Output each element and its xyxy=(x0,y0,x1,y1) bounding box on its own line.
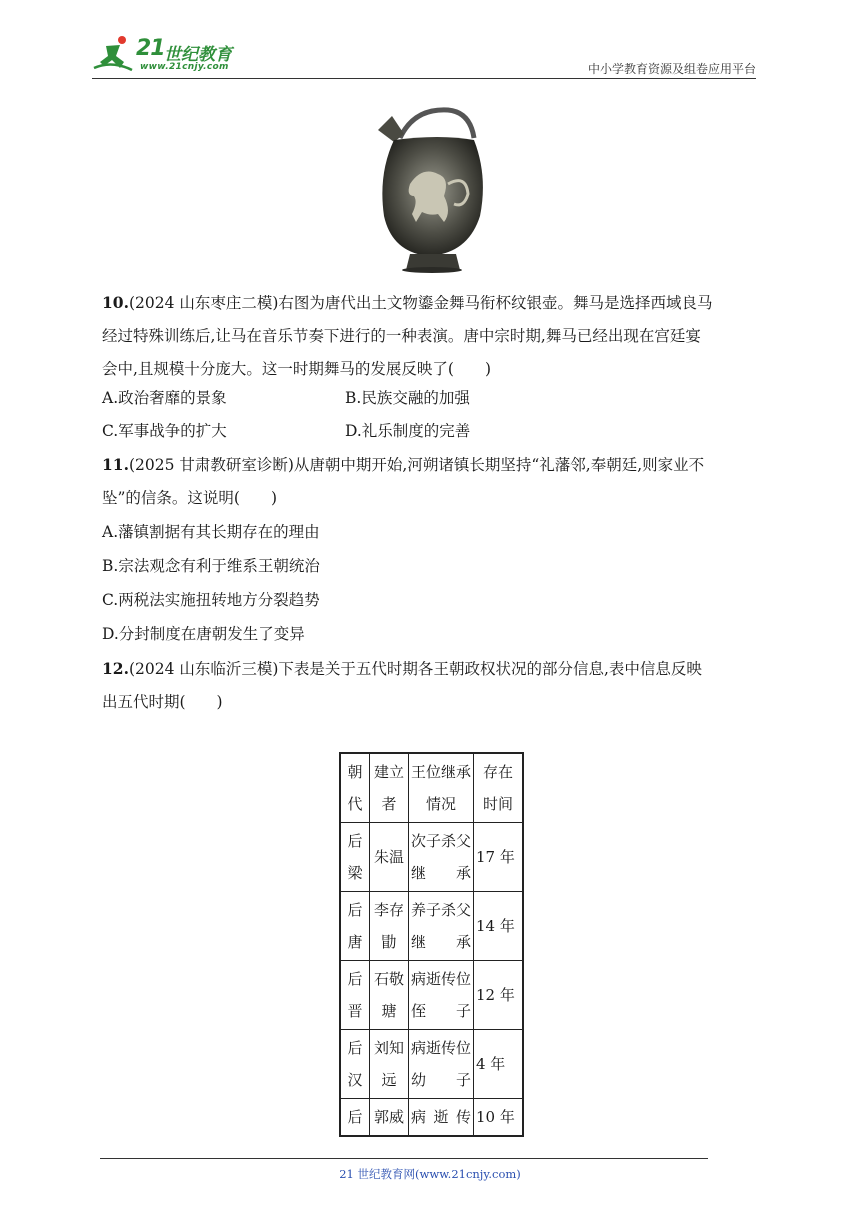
runner-icon xyxy=(92,34,138,74)
table-header-cell: 朝代 xyxy=(340,753,370,823)
question-12-line-1: 12.(2024 山东临沂三模)下表是关于五代时期各王朝政权状况的部分信息,表中信息反映 xyxy=(102,659,702,678)
table-cell: 养子杀父继承 xyxy=(409,892,474,961)
table-cell: 后唐 xyxy=(340,892,370,961)
q10-option-a[interactable]: A.政治奢靡的景象 xyxy=(102,389,227,407)
table-cell: 后梁 xyxy=(340,823,370,892)
table-row xyxy=(340,823,523,892)
table-row xyxy=(340,961,523,1030)
q11-option-a[interactable]: A.藩镇割据有其长期存在的理由 xyxy=(102,523,320,541)
table-row xyxy=(340,1030,523,1099)
question-11 xyxy=(102,448,756,515)
q10-option-b[interactable]: B.民族交融的加强 xyxy=(345,389,470,407)
question-11-number: 11. xyxy=(102,455,129,474)
table-header-row xyxy=(340,753,523,823)
question-10-number: 10. xyxy=(102,293,129,312)
table-cell: 4 年 xyxy=(474,1030,524,1099)
header-divider xyxy=(92,78,756,79)
table-row xyxy=(340,1099,523,1137)
table-cell: 病逝传位侄子 xyxy=(409,961,474,1030)
table-cell: 后汉 xyxy=(340,1030,370,1099)
table-cell: 朱温 xyxy=(370,823,409,892)
table-cell: 后 xyxy=(340,1099,370,1137)
table-header-cell: 存在时间 xyxy=(474,753,524,823)
page-header xyxy=(92,34,756,78)
question-10 xyxy=(102,286,756,386)
table-cell: 17 年 xyxy=(474,823,524,892)
table-cell: 刘知远 xyxy=(370,1030,409,1099)
table-cell: 次子杀父继承 xyxy=(409,823,474,892)
q11-option-b[interactable]: B.宗法观念有利于维系王朝统治 xyxy=(102,557,320,575)
table-cell: 石敬瑭 xyxy=(370,961,409,1030)
table-row xyxy=(340,892,523,961)
question-12-line-2: 出五代时期( ) xyxy=(102,693,223,711)
logo-title: 世纪教育 xyxy=(164,45,232,65)
question-10-line-2: 经过特殊训练后,让马在音乐节奏下进行的一种表演。唐中宗时期,舞马已经出现在宫廷宴 xyxy=(102,327,701,345)
q10-option-d[interactable]: D.礼乐制度的完善 xyxy=(345,422,471,440)
q11-option-c[interactable]: C.两税法实施扭转地方分裂趋势 xyxy=(102,591,320,609)
table-cell: 10 年 xyxy=(474,1099,524,1137)
table-cell: 后晋 xyxy=(340,961,370,1030)
logo-url: www.21cnjy.com xyxy=(140,62,229,72)
question-10-line-3: 会中,且规模十分庞大。这一时期舞马的发展反映了( ) xyxy=(102,360,492,378)
table-cell: 病逝传位幼子 xyxy=(409,1030,474,1099)
footer-divider xyxy=(100,1158,708,1159)
site-logo[interactable] xyxy=(92,34,262,76)
table-header-cell: 王位继承情况 xyxy=(409,753,474,823)
table-cell: 郭威 xyxy=(370,1099,409,1137)
five-dynasties-table xyxy=(339,752,524,1137)
silver-horse-jug-image xyxy=(370,104,498,274)
question-12-number: 12. xyxy=(102,659,129,678)
table-cell: 李存勖 xyxy=(370,892,409,961)
q10-option-c[interactable]: C.军事战争的扩大 xyxy=(102,422,227,440)
question-12 xyxy=(102,652,756,719)
footer-link[interactable]: 21 世纪教育网(www.21cnjy.com) xyxy=(339,1167,521,1181)
table-cell: 14 年 xyxy=(474,892,524,961)
platform-label: 中小学教育资源及组卷应用平台 xyxy=(587,62,756,76)
q11-option-d[interactable]: D.分封制度在唐朝发生了变异 xyxy=(102,625,305,643)
question-11-line-2: 坠”的信条。这说明( ) xyxy=(102,489,278,507)
table-cell: 12 年 xyxy=(474,961,524,1030)
table-cell: 病逝传 xyxy=(409,1099,474,1137)
logo-number: 21 xyxy=(136,36,165,61)
question-11-line-1: 11.(2025 甘肃教研室诊断)从唐朝中期开始,河朔诸镇长期坚持“礼藩邻,奉朝廷,则家业不 xyxy=(102,455,705,474)
table-header-cell: 建立者 xyxy=(370,753,409,823)
question-10-line-1: 10.(2024 山东枣庄二模)右图为唐代出土文物鎏金舞马衔杯纹银壶。舞马是选择西域良马 xyxy=(102,293,713,312)
